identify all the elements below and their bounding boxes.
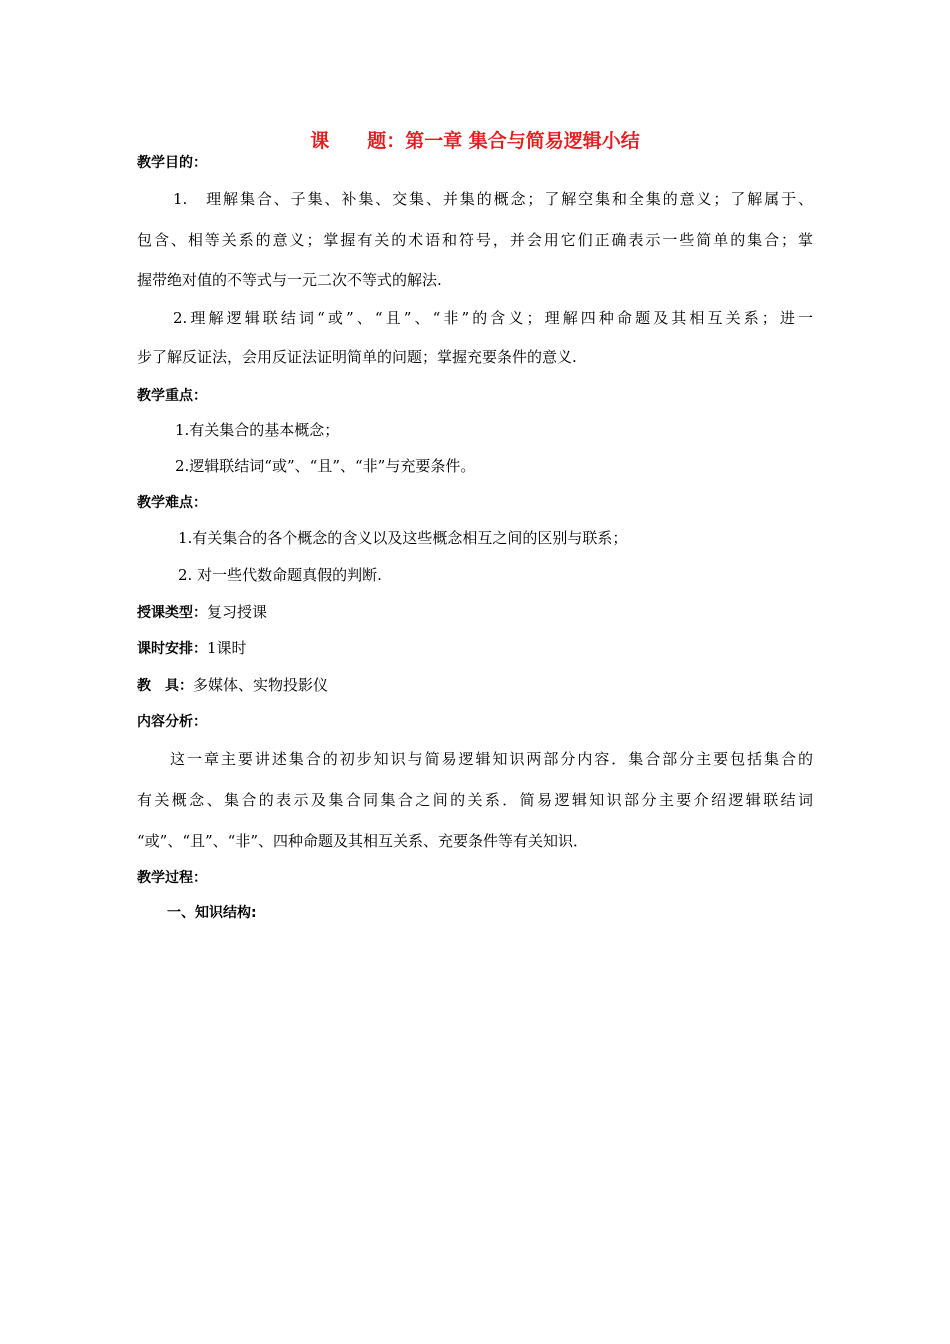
analysis-line-2: 有关概念、集合的表示及集合同集合之间的关系．简易逻辑知识部分主要介绍逻辑联结词	[137, 791, 813, 809]
key-point-1: 1.有关集合的基本概念；	[175, 421, 340, 439]
objective-1-line-3: 握带绝对值的不等式与一元二次不等式的解法.	[137, 271, 442, 289]
key-points-heading: 教学重点：	[137, 388, 207, 404]
objective-2-line-2: 步了解反证法，会用反证法证明简单的问题；掌握充要条件的意义.	[137, 348, 577, 366]
lesson-type-value: 复习授课	[207, 603, 268, 621]
difficulty-1: 1.有关集合的各个概念的含义以及这些概念相互之间的区别与联系；	[178, 529, 628, 547]
tools-row	[137, 675, 813, 696]
key-point-2: 2.逻辑联结词“或”、“且”、“非”与充要条件。	[175, 457, 476, 475]
analysis-line-1: 这一章主要讲述集合的初步知识与简易逻辑知识两部分内容．集合部分主要包括集合的	[170, 750, 813, 768]
objective-1-line-1: 1. 理解集合、子集、补集、交集、并集的概念；了解空集和全集的意义；了解属于、	[173, 190, 813, 208]
schedule-value: 1课时	[207, 639, 247, 657]
objectives-heading: 教学目的：	[137, 155, 207, 171]
objective-1-line-2: 包含、相等关系的意义；掌握有关的术语和符号，并会用它们正确表示一些简单的集合；掌	[137, 231, 813, 249]
schedule-row	[137, 638, 813, 659]
schedule-label: 课时安排：	[137, 641, 207, 657]
tools-label: 教 具：	[137, 678, 193, 694]
lesson-type-label: 授课类型：	[137, 605, 207, 621]
tools-value: 多媒体、实物投影仪	[193, 676, 329, 694]
difficulties-heading: 教学难点：	[137, 495, 207, 511]
process-heading: 教学过程：	[137, 870, 207, 886]
objective-2-line-1: 2.理解逻辑联结词“或”、“且”、“非”的含义；理解四种命题及其相互关系；进一	[173, 309, 813, 327]
analysis-heading: 内容分析：	[137, 714, 207, 730]
difficulty-2: 2. 对一些代数命题真假的判断.	[178, 566, 382, 584]
lesson-type-row	[137, 602, 813, 623]
analysis-line-3: “或”、“且”、“非”、四种命题及其相互关系、充要条件等有关知识．	[137, 832, 589, 850]
process-section-1: 一、知识结构:	[167, 905, 257, 921]
page-title: 课 题：第一章 集合与简易逻辑小结	[310, 130, 640, 152]
